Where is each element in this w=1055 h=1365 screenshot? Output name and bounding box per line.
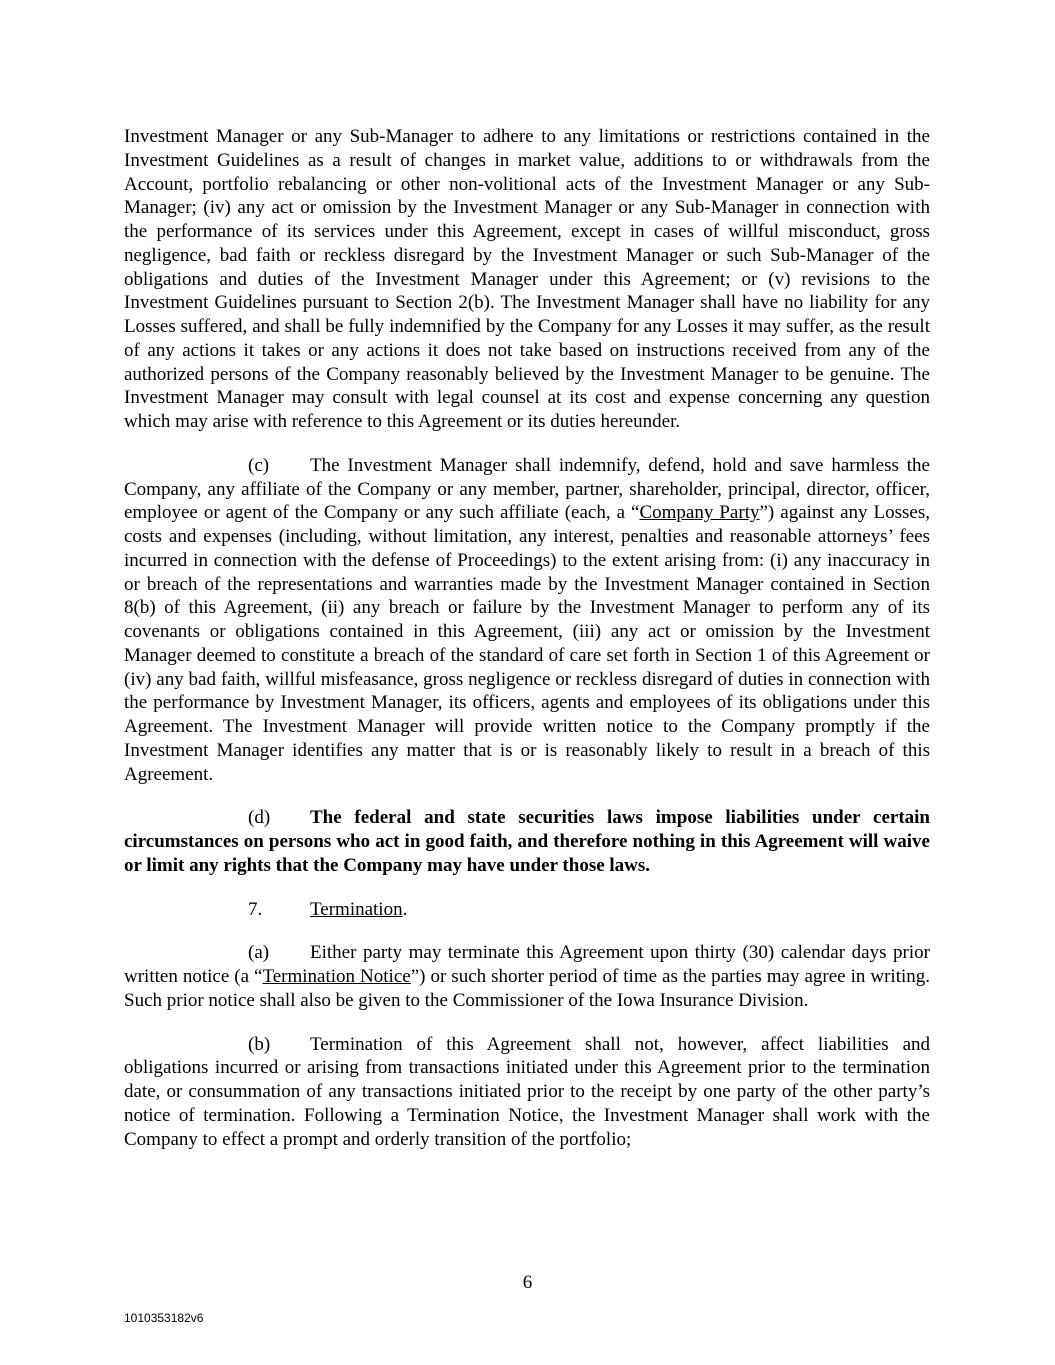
- paragraph-7b-label: (b): [248, 1033, 271, 1055]
- paragraph-6c: [124, 454, 930, 787]
- paragraph-6d-text: The federal and state securities laws impose liabilities under certain circumstances on persons who act in good faith, and therefore nothing in this Agreement will waive or limit any rights that the Company may have under those laws.: [124, 807, 930, 876]
- paragraph-7b-text: Termination of this Agreement shall not, however, affect liabilities and obligations incurred or arising from transactions initiated under this Agreement prior to the termination date, or consummation of any transactions initiated prior to the receipt by one party of the other party’s notice of termination. Following a Termination Notice, the Investment Manager shall work with the Company to effect a prompt and orderly transition of the portfolio;: [124, 1033, 930, 1150]
- paragraph-6c-label: (c): [248, 454, 270, 476]
- section-7-number: 7.: [248, 898, 263, 920]
- paragraph-6c-text-after: ”) against any Losses, costs and expenses (including, without limitation, any interest, penalties and reasonable attorneys’ fees incurred in connection with the defense of Proceedings) to the extent arising from: (i) any inaccuracy in or breach of the representations and warranties made by the Investment Manager contained in Section 8(b) of this Agreement, (ii) any breach or failure by the Investment Manager to perform any of its covenants or obligations contained in this Agreement, (iii) any act or omission by the Investment Manager deemed to constitute a breach of the standard of care set forth in Section 1 of this Agreement or (iv) any bad faith, willful misfeasance, gross negligence or reckless disregard of duties in connection with the performance by Investment Manager, its officers, agents and employees of its obligations under this Agreement. The Investment Manager will provide written notice to the Company promptly if the Investment Manager identifies any matter that is or is reasonably likely to result in a breach of this Agreement.: [124, 502, 931, 785]
- paragraph-6c-text-before: The Investment Manager shall indemnify, defend, hold and save harmless the Company, any affiliate of the Company or any member, partner, shareholder, principal, director, officer, employee or agent of the Company or any such affiliate (each, a “: [124, 454, 930, 524]
- defined-term-company-party: Company Party: [639, 502, 760, 524]
- defined-term-termination-notice: Termination Notice: [262, 966, 411, 987]
- paragraph-7a-label: (a): [248, 942, 270, 964]
- paragraph-7a-text-after: ”) or such shorter period of time as the parties may agree in writing. Such prior notice shall also be given to the Commissioner of the Iowa Insurance Division.: [124, 966, 931, 1011]
- paragraph-6d: [124, 806, 930, 877]
- section-7-heading: [124, 898, 930, 922]
- paragraph-continuation: Investment Manager or any Sub-Manager to adhere to any limitations or restrictions contained in the Investment Guidelines as a result of changes in market value, additions to or withdrawals from the Account, portfolio rebalancing or other non-volitional acts of the Investment Manager or any Sub-Manager; (iv) any act or omission by the Investment Manager or any Sub-Manager in connection with the performance of its services under this Agreement, except in cases of willful misconduct, gross negligence, bad faith or reckless disregard by the Investment Manager or such Sub-Manager of the obligations and duties of the Investment Manager under this Agreement; or (v) revisions to the Investment Guidelines pursuant to Section 2(b). The Investment Manager shall have no liability for any Losses suffered, and shall be fully indemnified by the Company for any Losses it may suffer, as the result of any actions it takes or any actions it does not take based on instructions received from any of the authorized persons of the Company reasonably believed by the Investment Manager to be genuine. The Investment Manager may consult with legal counsel at its cost and expense concerning any question which may arise with reference to this Agreement or its duties hereunder.: [124, 126, 930, 432]
- document-id: 1010353182v6: [124, 1311, 204, 1325]
- paragraph-7a: [124, 941, 930, 1012]
- document-body: [124, 125, 930, 1171]
- paragraph-7b: [124, 1033, 930, 1152]
- section-7-title: Termination: [310, 898, 403, 920]
- page-number: 6: [522, 1272, 533, 1293]
- paragraph-7a-text-before: Either party may terminate this Agreement upon thirty (30) calendar days prior written notice (a “: [124, 942, 930, 987]
- section-7-punct: .: [402, 898, 408, 920]
- paragraph-6d-label: (d): [248, 807, 271, 829]
